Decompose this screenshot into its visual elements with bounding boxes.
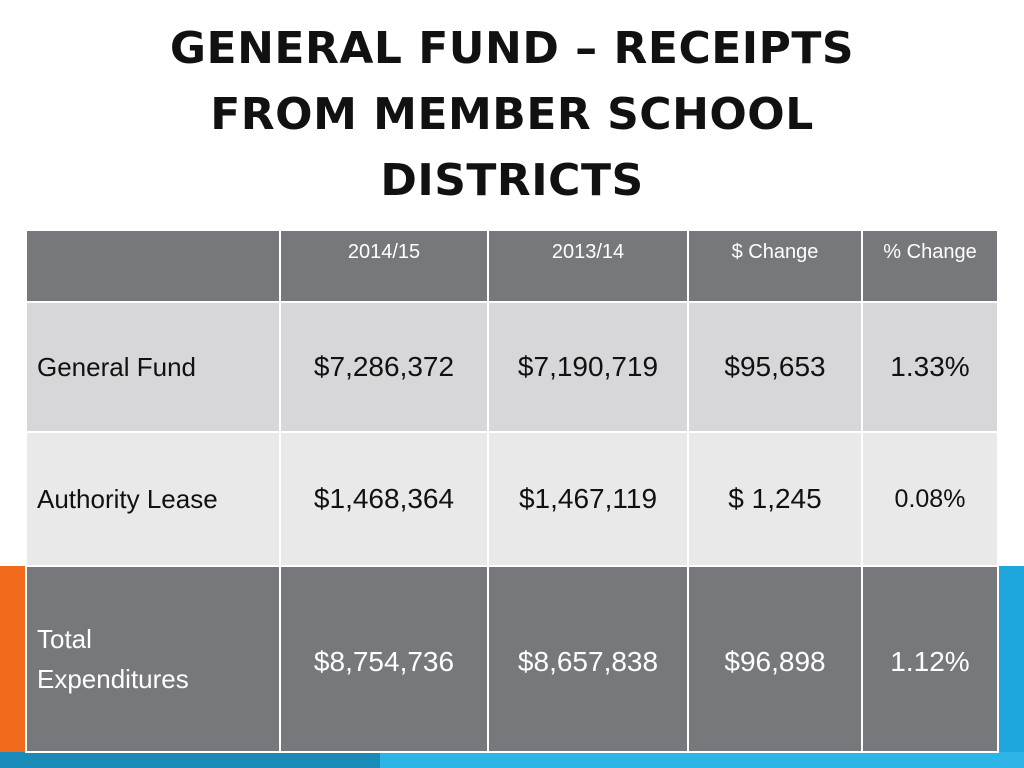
header-cell-2013-14: 2013/14 bbox=[489, 231, 687, 301]
value-2013-14: $7,190,719 bbox=[489, 303, 687, 431]
receipts-table bbox=[25, 229, 999, 753]
value-2014-15: $7,286,372 bbox=[281, 303, 487, 431]
table-row-total bbox=[27, 567, 997, 751]
table-row bbox=[27, 303, 997, 431]
value-percent-change: 1.12% bbox=[863, 567, 997, 751]
receipts-table-container bbox=[25, 229, 999, 752]
header-cell-percent-change: % Change bbox=[863, 231, 997, 301]
value-2013-14: $1,467,119 bbox=[489, 433, 687, 565]
row-label: Authority Lease bbox=[27, 433, 279, 565]
row-label: Total Expenditures bbox=[27, 567, 279, 751]
header-cell-dollar-change: $ Change bbox=[689, 231, 861, 301]
bottom-accent-band-dark bbox=[0, 752, 400, 768]
value-2014-15: $8,754,736 bbox=[281, 567, 487, 751]
value-2014-15: $1,468,364 bbox=[281, 433, 487, 565]
bottom-accent-band-light bbox=[380, 752, 1024, 768]
value-dollar-change: $ 1,245 bbox=[689, 433, 861, 565]
table-row bbox=[27, 433, 997, 565]
header-cell-blank bbox=[27, 231, 279, 301]
value-2013-14: $8,657,838 bbox=[489, 567, 687, 751]
slide-title: GENERAL FUND – RECEIPTS FROM MEMBER SCHOOL DISTRICTS bbox=[169, 23, 855, 206]
header-cell-2014-15: 2014/15 bbox=[281, 231, 487, 301]
value-dollar-change: $95,653 bbox=[689, 303, 861, 431]
table-header-row bbox=[27, 231, 997, 301]
value-percent-change: 1.33% bbox=[863, 303, 997, 431]
row-label: General Fund bbox=[27, 303, 279, 431]
value-percent-change: 0.08% bbox=[863, 433, 997, 565]
value-dollar-change: $96,898 bbox=[689, 567, 861, 751]
